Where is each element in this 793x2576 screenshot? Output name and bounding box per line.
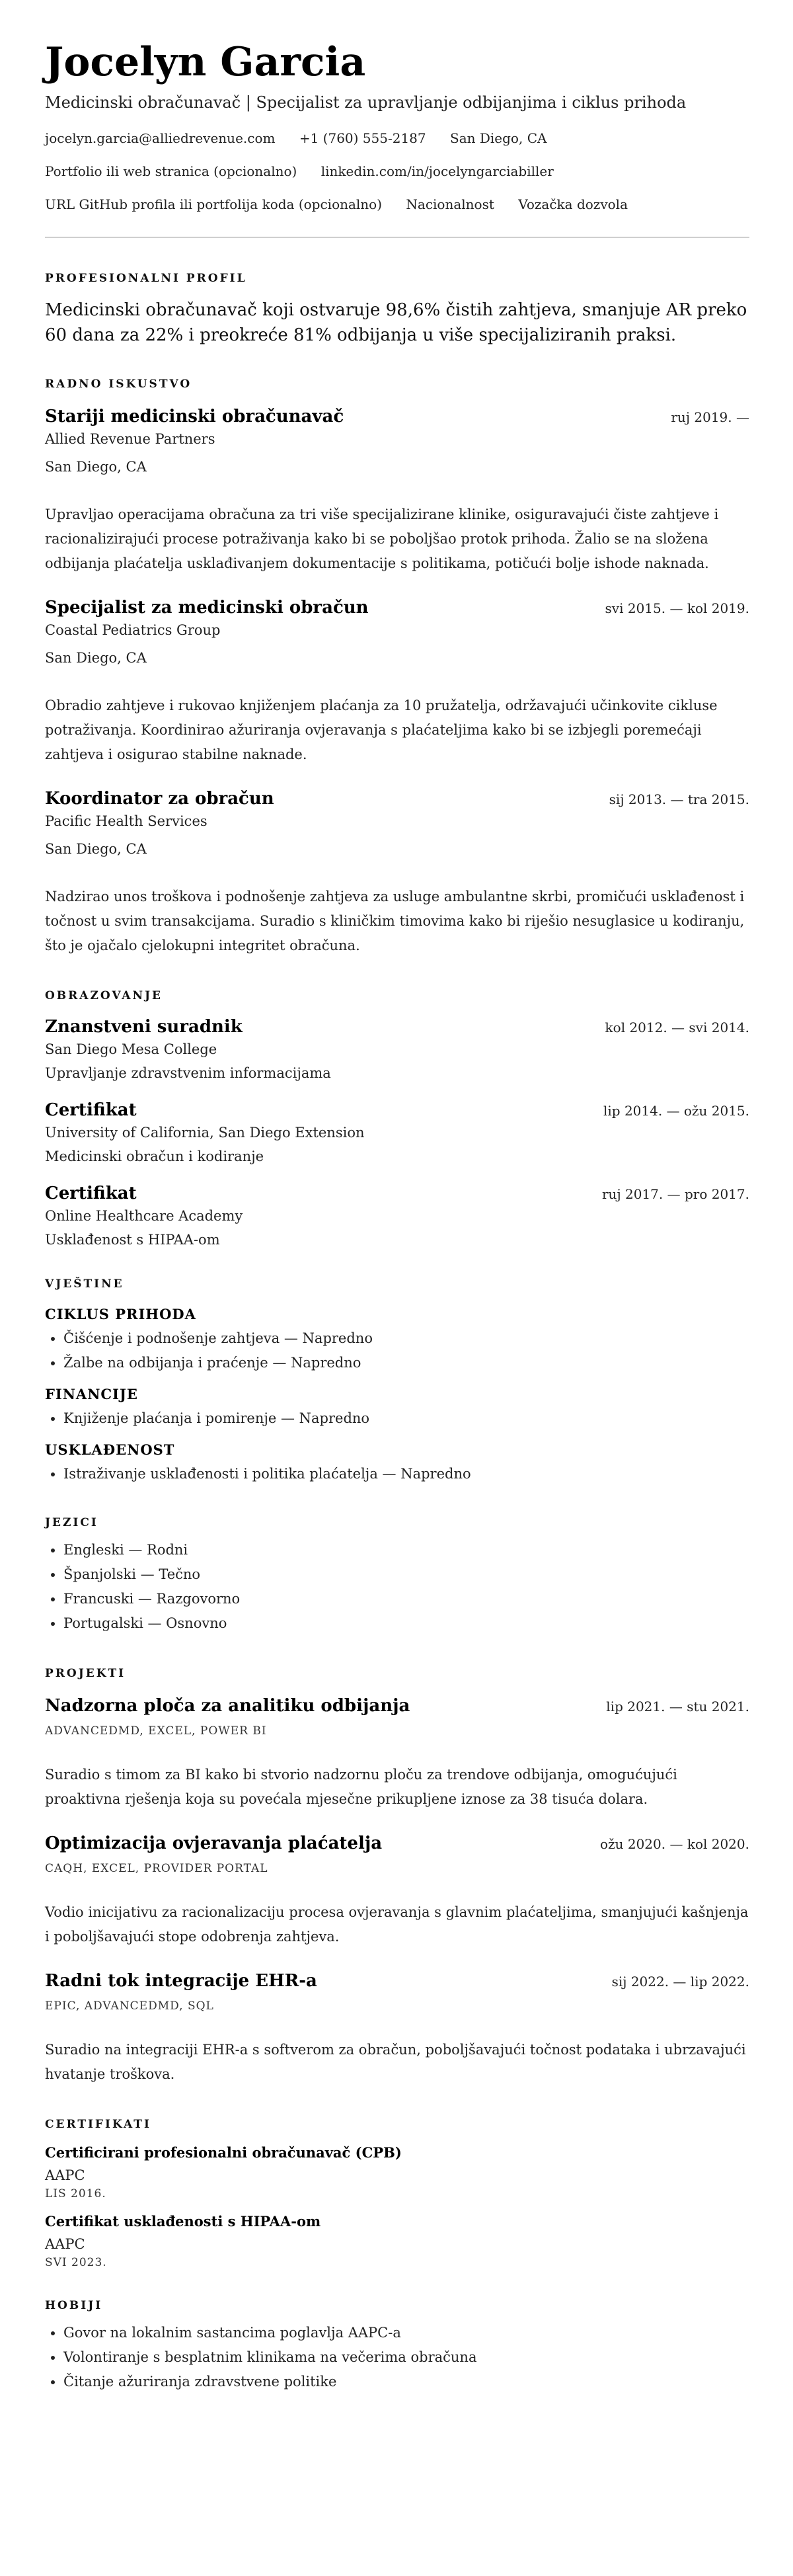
degree-title: Certifikat xyxy=(45,1184,137,1203)
company-name: Pacific Health Services xyxy=(45,813,208,829)
email-link[interactable]: jocelyn.garcia@alliedrevenue.com xyxy=(45,130,276,146)
language-item: • Španjolski — Tečno xyxy=(63,1562,749,1587)
school-name: University of California, San Diego Extension xyxy=(45,1125,365,1141)
skill-item: • Žalbe na odbijanja i praćenje — Napredno xyxy=(63,1351,749,1375)
education-entry xyxy=(45,1183,749,1249)
phone-number: +1 (760) 555-2187 xyxy=(299,130,426,146)
certificate-entry xyxy=(45,2144,749,2200)
contact-line-primary xyxy=(45,130,749,147)
job-dates: sij 2013. — tra 2015. xyxy=(609,791,749,807)
project-tech: EPIC, ADVANCEDMD, SQL xyxy=(45,1999,214,2013)
section-title-languages: JEZICI xyxy=(45,1516,98,1529)
company-name: Coastal Pediatrics Group xyxy=(45,622,221,638)
job-location: San Diego, CA xyxy=(45,650,147,666)
certificate-entry xyxy=(45,2212,749,2269)
language-item: • Francuski — Razgovorno xyxy=(63,1587,749,1611)
education-entry xyxy=(45,1016,749,1082)
company-name: Allied Revenue Partners xyxy=(45,431,215,447)
certificate-date: LIS 2016. xyxy=(45,2187,106,2200)
experience-entry xyxy=(45,788,749,958)
project-dates: ožu 2020. — kol 2020. xyxy=(600,1836,749,1852)
certificate-name: Certifikat usklađenosti s HIPAA-om xyxy=(45,2213,321,2230)
job-title: Koordinator za obračun xyxy=(45,789,274,809)
project-description: Suradio s timom za BI kako bi stvorio nadzornu ploču za trendove odbijanja, omogućujući proaktivna rješenja koja su povećala mjesečne prikupljene iznose za 38 tisuća dolara. xyxy=(45,1767,677,1807)
certificate-issuer: AAPC xyxy=(45,2167,85,2183)
project-entry xyxy=(45,1833,749,1949)
hobby-list xyxy=(45,2321,749,2394)
project-entry xyxy=(45,1695,749,1812)
header-divider xyxy=(45,237,749,238)
contact-line-extra xyxy=(45,196,749,213)
degree-title: Certifikat xyxy=(45,1100,137,1120)
experience-entry xyxy=(45,597,749,767)
project-tech: ADVANCEDMD, EXCEL, POWER BI xyxy=(45,1724,267,1738)
license-text: Vozačka dozvola xyxy=(518,196,628,212)
experience-entry xyxy=(45,406,749,576)
skill-item: • Knjiženje plaćanja i pomirenje — Napredno xyxy=(63,1406,749,1431)
profile-summary: Medicinski obračunavač koji ostvaruje 98,6% čistih zahtjeva, smanjuje AR preko 60 dana za 22% i preokreće 81% odbijanja u više specijaliziranih praksi. xyxy=(45,300,747,345)
skill-category: USKLAĐENOST xyxy=(45,1441,175,1458)
skill-category: FINANCIJE xyxy=(45,1386,138,1402)
field-of-study: Medicinski obračun i kodiranje xyxy=(45,1148,264,1164)
project-dates: lip 2021. — stu 2021. xyxy=(606,1699,749,1714)
project-name: Nadzorna ploča za analitiku odbijanja xyxy=(45,1696,410,1716)
section-title-certificates: CERTIFIKATI xyxy=(45,2118,151,2131)
location-text: San Diego, CA xyxy=(450,130,547,146)
certificate-name: Certificirani profesionalni obračunavač (CPB) xyxy=(45,2144,402,2161)
nationality-text: Nacionalnost xyxy=(406,196,494,212)
job-title: Specijalist za medicinski obračun xyxy=(45,598,369,618)
education-dates: ruj 2017. — pro 2017. xyxy=(602,1186,749,1202)
certificate-date: SVI 2023. xyxy=(45,2256,107,2269)
job-location: San Diego, CA xyxy=(45,459,147,475)
job-dates: ruj 2019. — xyxy=(671,409,749,425)
section-title-profile: PROFESIONALNI PROFIL xyxy=(45,272,247,285)
field-of-study: Upravljanje zdravstvenim informacijama xyxy=(45,1065,331,1081)
hobby-item: • Volontiranje s besplatnim klinikama na večerima obračuna xyxy=(63,2345,749,2370)
contact-line-links xyxy=(45,163,749,180)
headline: Medicinski obračunavač | Specijalist za upravljanje odbijanjima i ciklus prihoda xyxy=(45,93,687,112)
job-description: Nadzirao unos troškova i podnošenje zahtjeva za usluge ambulantne skrbi, promičući usklađenost i točnost u svim transakcijama. Suradio s kliničkim timovima kako bi riješio nesuglasice u kodiranju, što je ojačalo cjelokupni integritet obračuna. xyxy=(45,889,745,953)
skill-category: CIKLUS PRIHODA xyxy=(45,1306,196,1322)
section-title-experience: RADNO ISKUSTVO xyxy=(45,378,192,391)
education-dates: kol 2012. — svi 2014. xyxy=(605,1020,749,1035)
language-item: • Portugalski — Osnovno xyxy=(63,1611,749,1636)
project-entry xyxy=(45,1970,749,2087)
job-description: Upravljao operacijama obračuna za tri više specijalizirane klinike, osiguravajući čiste zahtjeve i racionalizirajući procese potraživanja kako bi se poboljšao protok prihoda. Žalio se na složena odbijanja plaćatelja usklađivanjem dokumentacije s politikama, potičući bolje ishode naknada. xyxy=(45,506,719,571)
school-name: San Diego Mesa College xyxy=(45,1041,217,1057)
github-link[interactable]: URL GitHub profila ili portfolija koda (opcionalno) xyxy=(45,196,383,212)
section-title-skills: VJEŠTINE xyxy=(45,1277,124,1291)
section-title-education: OBRAZOVANJE xyxy=(45,989,163,1002)
language-list xyxy=(45,1538,749,1636)
job-description: Obradio zahtjeve i rukovao knjiženjem plaćanja za 10 pružatelja, održavajući učinkovite cikluse potraživanja. Koordinirao ažuriranja ovjeravanja s plaćateljima kako bi se izbjegli poremećaji zahtjeva i osigurao stabilne naknade. xyxy=(45,698,718,762)
skill-item: • Čišćenje i podnošenje zahtjeva — Napredno xyxy=(63,1326,749,1351)
school-name: Online Healthcare Academy xyxy=(45,1208,243,1224)
education-dates: lip 2014. — ožu 2015. xyxy=(603,1103,749,1119)
language-item: • Engleski — Rodni xyxy=(63,1538,749,1562)
hobby-item: • Govor na lokalnim sastancima poglavlja AAPC-a xyxy=(63,2321,749,2345)
linkedin-link[interactable]: linkedin.com/in/jocelyngarciabiller xyxy=(321,163,554,179)
skill-list xyxy=(45,1326,749,1375)
project-name: Radni tok integracije EHR-a xyxy=(45,1971,317,1991)
section-title-hobbies: HOBIJI xyxy=(45,2299,103,2312)
portfolio-link[interactable]: Portfolio ili web stranica (opcionalno) xyxy=(45,163,297,179)
candidate-name: Jocelyn Garcia xyxy=(45,39,366,85)
certificate-issuer: AAPC xyxy=(45,2236,85,2252)
project-name: Optimizacija ovjeravanja plaćatelja xyxy=(45,1833,383,1853)
project-dates: sij 2022. — lip 2022. xyxy=(611,1974,749,1990)
skill-list xyxy=(45,1406,749,1431)
section-title-projects: PROJEKTI xyxy=(45,1667,126,1680)
job-title: Stariji medicinski obračunavač xyxy=(45,407,344,426)
job-location: San Diego, CA xyxy=(45,841,147,857)
hobby-item: • Čitanje ažuriranja zdravstvene politike xyxy=(63,2370,749,2394)
field-of-study: Usklađenost s HIPAA-om xyxy=(45,1232,220,1248)
degree-title: Znanstveni suradnik xyxy=(45,1017,243,1037)
project-tech: CAQH, EXCEL, PROVIDER PORTAL xyxy=(45,1862,268,1875)
education-entry xyxy=(45,1100,749,1166)
project-description: Suradio na integraciji EHR-a s softverom za obračun, poboljšavajući točnost podataka i ubrzavajući hvatanje troškova. xyxy=(45,2042,746,2082)
skill-item: • Istraživanje usklađenosti i politika plaćatelja — Napredno xyxy=(63,1462,749,1486)
skill-list xyxy=(45,1462,749,1486)
job-dates: svi 2015. — kol 2019. xyxy=(605,600,749,616)
project-description: Vodio inicijativu za racionalizaciju procesa ovjeravanja s glavnim plaćateljima, smanjujući kašnjenja i poboljšavajući stope odobrenja zahtjeva. xyxy=(45,1904,749,1945)
